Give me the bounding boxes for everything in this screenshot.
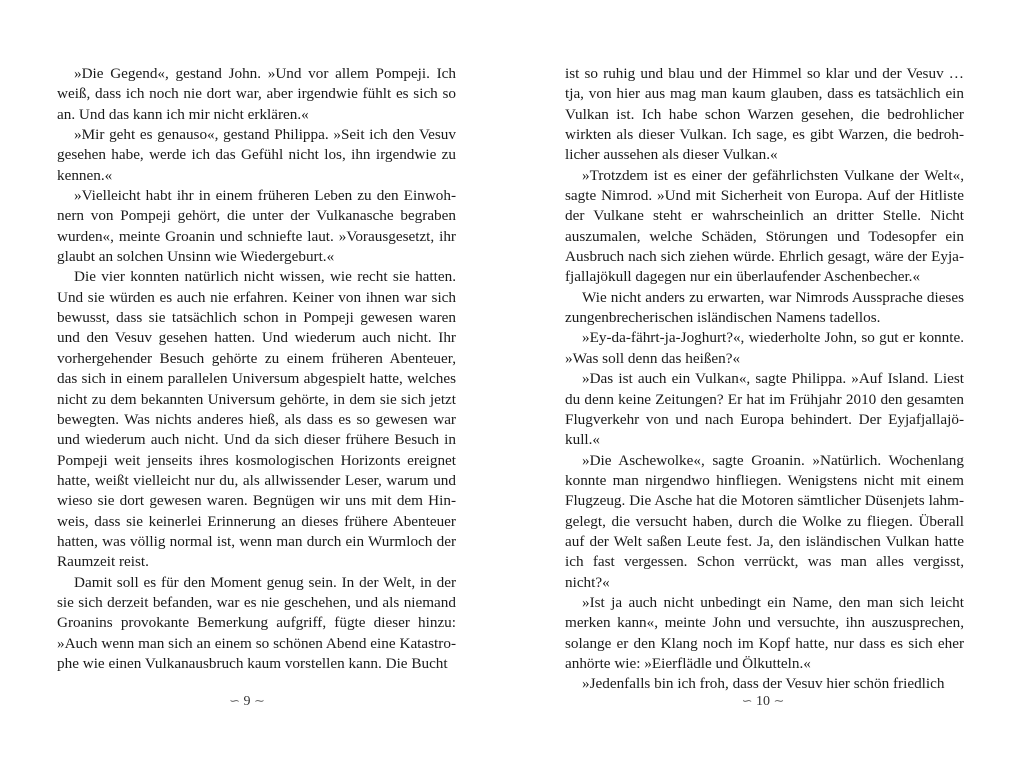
- page-number-right: [703, 693, 823, 710]
- paragraph: »Die Aschewolke«, sagte Groanin. »Natürlich. Wochenlang konnte man nirgendwo hinfliegen. Wenigstens nicht mit einem Flugzeug. Die Asche hat die Motoren sämtlicher Düsenjets lahmgelegt, die versucht haben, durch die Wolke zu fliegen. Überall auf der Welt saßen Leute fest. Ja, den isländischen Vulkan hatte ich fast vergessen. Schon verrückt, was man alles vergisst, nicht?«: [565, 451, 964, 591]
- swash-ornament-icon: ∼: [773, 693, 785, 708]
- paragraph: »Das ist auch ein Vulkan«, sagte Philippa. »Auf Island. Liest du denn keine Zeitungen? Er hat im Frühjahr 2010 den gesamten Flugverkehr von und nach Europa behindert. Der Eyjafjallajökull.«: [565, 370, 964, 449]
- left-page: [57, 64, 456, 674]
- paragraph: »Ist ja auch nicht unbedingt ein Name, den man sich leicht merken kann«, meinte John und versuchte, ihn auszusprechen, solange er den Klang noch im Kopf hatte, nur dass es sich eher anhörte wie: »Eierflädle und Ölkutteln.«: [565, 593, 964, 672]
- left-page-text: [57, 64, 456, 674]
- paragraph: »Ey-da-fährt-ja-Joghurt?«, wiederholte John, so gut er konnte. »Was soll denn das heißen?«: [565, 329, 964, 367]
- paragraph: »Trotzdem ist es einer der gefährlichsten Vulkane der Welt«, sagte Nimrod. »Und mit Sicherheit von Europa. Auf der Hitliste der Vulkane steht er wahrscheinlich an dritter Stelle. Nicht auszumalen, welche Schäden, Störungen und Todesopfer ein Ausbruch nach sich ziehen würde. Ehrlich gesagt, wäre der Eyjafjallajökull dagegen nur ein überlaufender Aschenbecher.«: [565, 166, 964, 286]
- page-number: 10: [756, 694, 770, 709]
- paragraph: Die vier konnten natürlich nicht wissen, wie recht sie hatten. Und sie würden es auch nie erfahren. Keiner von ihnen war sich bewusst, dass sie tatsächlich schon in Pompeji gewesen waren und den Vesuv gesehen hatten. Und wiederum auch nicht. Ihr vorhergehender Besuch gehörte zu einem früheren Abenteuer, das sich in einem parallelen Universum abgespielt hatte, welches nicht zu dem bekannten Universum gehörte, in dem sie sich jetzt bewegten. Was nichts anderes hieß, als dass es so gewesen war und wiederum auch nicht. Und da sich dieser frühere Besuch in Pompeji weit jenseits ihres kosmologischen Horizonts ereignet hatte, weißt vielleicht nur du, als allwissender Leser, warum und wieso sie dort gewesen waren. Begnügen wir uns mit dem Hinweis, dass sie keinerlei Erinnerung an dieses frühere Abenteuer hatten, was völlig normal ist, wenn man durch ein Wurmloch der Raumzeit reist.: [57, 268, 456, 571]
- swash-ornament-icon: ∼: [254, 693, 265, 708]
- paragraph: Damit soll es für den Moment genug sein. In der Welt, in der sie sich derzeit befanden, war es nie geschehen, und als niemand Groanins provokante Bemerkung aufgriff, fügte dieser hinzu: »Auch wenn man sich an einem so schönen Abend eine Katastrophe wie einen Vulkanausbruch kaum vorstellen kann. Die Bucht: [57, 573, 456, 672]
- right-page: [565, 64, 964, 695]
- paragraph: »Vielleicht habt ihr in einem früheren Leben zu den Einwohnern von Pompeji gehört, die unter der Vulkanasche begraben wurden«, meinte Groanin und schniefte laut. »Vorausgesetzt, ihr glaubt an solchen Unsinn wie Wiedergeburt.«: [57, 187, 456, 266]
- right-page-text: [565, 64, 964, 695]
- paragraph: »Die Gegend«, gestand John. »Und vor allem Pompeji. Ich weiß, dass ich noch nie dort war, aber irgendwie fühlt es sich so an. Und das kann ich mir nicht erklären.«: [57, 65, 456, 123]
- swash-ornament-icon: ∽: [229, 693, 240, 708]
- paragraph: Wie nicht anders zu erwarten, war Nimrods Aussprache dieses zungenbrecherischen isländischen Namens tadellos.: [565, 288, 964, 327]
- paragraph: »Jedenfalls bin ich froh, dass der Vesuv hier schön friedlich: [582, 675, 945, 693]
- paragraph: »Mir geht es genauso«, gestand Philippa. »Seit ich den Vesuv gesehen habe, werde ich das Gefühl nicht los, ihn irgendwie zu kennen.«: [57, 126, 456, 184]
- paragraph-continued: ist so ruhig und blau und der Himmel so klar und der Vesuv … tja, von hier aus mag man kaum glauben, dass es tatsächlich ein Vulkan ist. Ich habe schon Warzen gesehen, die bedrohlicher wirkten als dieser Vulkan. Ich sage, es gibt Warzen, die bedrohlicher aussehen als dieser Vulkan.«: [565, 65, 964, 164]
- page-number: 9: [243, 694, 251, 709]
- swash-ornament-icon: ∽: [741, 693, 753, 708]
- page-number-left: [187, 693, 307, 710]
